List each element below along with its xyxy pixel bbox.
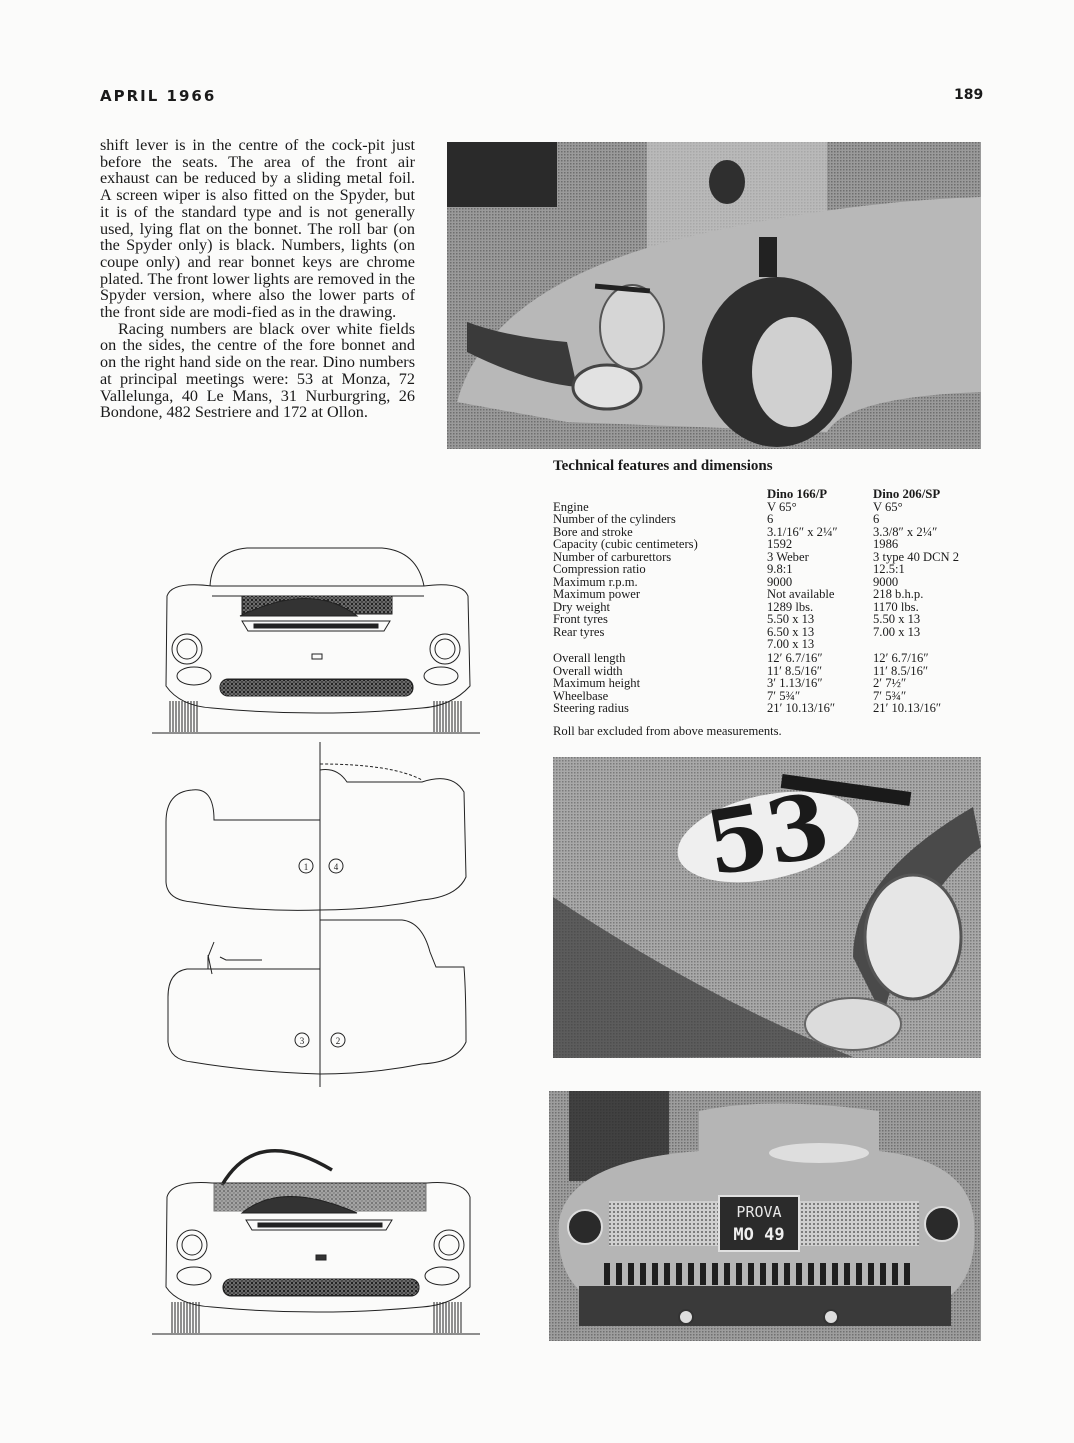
vent-slat [784, 1263, 790, 1285]
technical-specs [553, 458, 973, 739]
vent-slat [760, 1263, 766, 1285]
spec-label: Steering radius [553, 701, 629, 715]
page-number: 189 [954, 87, 984, 103]
plan-marker: 3 [299, 1036, 305, 1046]
vent-slat [808, 1263, 814, 1285]
plan-marker: 1 [303, 862, 309, 872]
spec-header-206sp: Dino 206/SP [873, 487, 941, 501]
spec-label: Dry weight [553, 599, 611, 614]
issue-date: APRIL 1966 [100, 87, 217, 105]
vent-slat [616, 1263, 622, 1285]
spec-value-166p: 3′ 1.13/16″ [767, 676, 823, 690]
spec-value-166p: 7.00 x 13 [767, 637, 815, 651]
spec-label: Wheelbase [553, 688, 609, 703]
spec-row [553, 651, 959, 665]
vent-slat [856, 1263, 862, 1285]
spec-label: Compression ratio [553, 562, 646, 576]
spec-label: Capacity (cubic centimeters) [553, 537, 698, 551]
vent-slat [736, 1263, 742, 1285]
photo-dino-front-three-quarter [447, 142, 981, 449]
spec-row [553, 563, 959, 576]
spec-label: Bore and stroke [553, 524, 633, 539]
spec-row [553, 677, 959, 690]
racing-number: 53 [698, 772, 837, 896]
spec-value-206sp: 9000 [873, 574, 899, 589]
vent-slat [844, 1263, 850, 1285]
spec-value-166p: 9000 [767, 574, 793, 589]
vent-slat [676, 1263, 682, 1285]
spec-value-166p: 11′ 8.5/16″ [767, 663, 823, 678]
spec-value-166p: V 65° [767, 499, 797, 514]
vent-slat [880, 1263, 886, 1285]
drawing-front-spyder [152, 1135, 480, 1335]
vent-slat [904, 1263, 910, 1285]
spec-value-206sp [873, 638, 959, 651]
spec-value-206sp: 2′ 7½″ [873, 676, 907, 690]
spec-value-206sp: 1170 lbs. [873, 599, 919, 614]
spec-value-166p: 3 Weber [767, 549, 809, 564]
spec-label: Overall width [553, 663, 623, 678]
spec-value-206sp: 7′ 5¾″ [873, 688, 907, 703]
spec-label: Rear tyres [553, 624, 605, 639]
vent-slat [664, 1263, 670, 1285]
spec-label: Engine [553, 499, 589, 514]
spec-value-206sp: 11′ 8.5/16″ [873, 663, 929, 678]
spec-value-166p: 5.50 x 13 [767, 612, 815, 626]
spec-value-206sp: 21′ 10.13/16″ [873, 701, 942, 715]
spec-label: Maximum power [553, 587, 641, 601]
spec-row [553, 588, 959, 601]
vent-slat [640, 1263, 646, 1285]
photo-rear-view [549, 1091, 981, 1341]
vent-slat [688, 1263, 694, 1285]
spec-value-206sp: 3 type 40 DCN 2 [873, 549, 960, 564]
vent-slat [712, 1263, 718, 1285]
spec-row [553, 626, 959, 639]
plate-line1: PROVA [736, 1203, 782, 1221]
spec-value-206sp: 5.50 x 13 [873, 612, 921, 626]
plan-marker: 2 [335, 1036, 341, 1046]
spec-value-166p: 21′ 10.13/16″ [767, 701, 836, 715]
spec-label: Number of the cylinders [553, 512, 676, 526]
spec-value-166p: 12′ 6.7/16″ [767, 650, 823, 665]
vent-slat [652, 1263, 658, 1285]
spec-value-206sp: 7.00 x 13 [873, 624, 921, 639]
spec-value-206sp: 1986 [873, 537, 899, 551]
spec-header-row [553, 488, 959, 501]
spec-value-166p: 3.1/16″ x 2¼″ [767, 524, 838, 539]
photo-bonnet-number [553, 757, 981, 1058]
spec-row [553, 702, 959, 715]
spec-label: Number of carburettors [553, 549, 672, 564]
article-paragraph: shift lever is in the centre of the cock-pit just before the seats. The area of the front air exhaust can be reduced by a sliding metal foil. A screen wiper is also fitted on the Spyder, but it is of the standard type and is not generally used, lying flat on the bonnet. The roll bar (on the Spyder only) is black. Numbers, lights (on coupe only) and rear bonnet keys are chrome plated. The front lower lights are removed in the Spyder version, where also the lower parts of the front side are modi-fied as in the drawing. [100, 136, 415, 322]
vent-slat [724, 1263, 730, 1285]
spec-value-166p: 6.50 x 13 [767, 624, 815, 639]
spec-label: Overall length [553, 650, 626, 665]
spec-row [553, 638, 959, 651]
spec-value-166p: 7′ 5¾″ [767, 688, 801, 703]
spec-table [553, 488, 959, 715]
plate-line2: MO 49 [733, 1225, 785, 1245]
vent-slat [820, 1263, 826, 1285]
spec-value-166p: 6 [767, 512, 774, 526]
vent-slat [796, 1263, 802, 1285]
vent-slat [868, 1263, 874, 1285]
vent-slat [604, 1263, 610, 1285]
vent-slat [700, 1263, 706, 1285]
plan-marker: 4 [333, 862, 339, 872]
spec-value-206sp: 3.3/8″ x 2¼″ [873, 524, 938, 539]
spec-value-166p: 1592 [767, 537, 793, 551]
spec-value-206sp: 6 [873, 512, 880, 526]
article-text [100, 137, 415, 421]
spec-label: Maximum height [553, 676, 641, 690]
spec-header-166p: Dino 166/P [767, 487, 828, 501]
spec-row [553, 613, 959, 626]
spec-value-206sp: 12.5:1 [873, 562, 905, 576]
spec-value-166p: 9.8:1 [767, 562, 793, 576]
article-paragraph: Racing numbers are black over white fields on the sides, the centre of the fore bonnet and on the right hand side on the rear. Dino numbers at principal meetings were: 53 at Monza, 72 Vallelunga, 40 Le Mans, 31 Nurburgring, 26 Bondone, 482 Sestriere and 172 at Ollon. [100, 319, 415, 422]
spec-value-206sp: V 65° [873, 499, 903, 514]
spec-label: Maximum r.p.m. [553, 574, 638, 589]
tech-table-title: Technical features and dimensions [553, 458, 773, 474]
spec-row [553, 538, 959, 551]
vent-slat [748, 1263, 754, 1285]
spec-label: Front tyres [553, 612, 608, 626]
spec-value-166p: Not available [767, 587, 835, 601]
drawing-plan-view [152, 742, 480, 1087]
spec-note: Roll bar excluded from above measurements. [553, 723, 782, 738]
spec-header-label [553, 488, 767, 501]
drawing-front-coupe [152, 536, 480, 736]
spec-value-206sp: 218 b.h.p. [873, 587, 924, 601]
spec-value-166p: 1289 lbs. [767, 599, 814, 614]
vent-slat [772, 1263, 778, 1285]
vent-slat [892, 1263, 898, 1285]
vent-slat [832, 1263, 838, 1285]
vent-slat [628, 1263, 634, 1285]
spec-value-206sp: 12′ 6.7/16″ [873, 650, 929, 665]
spec-row [553, 513, 959, 526]
spec-label [553, 638, 767, 651]
